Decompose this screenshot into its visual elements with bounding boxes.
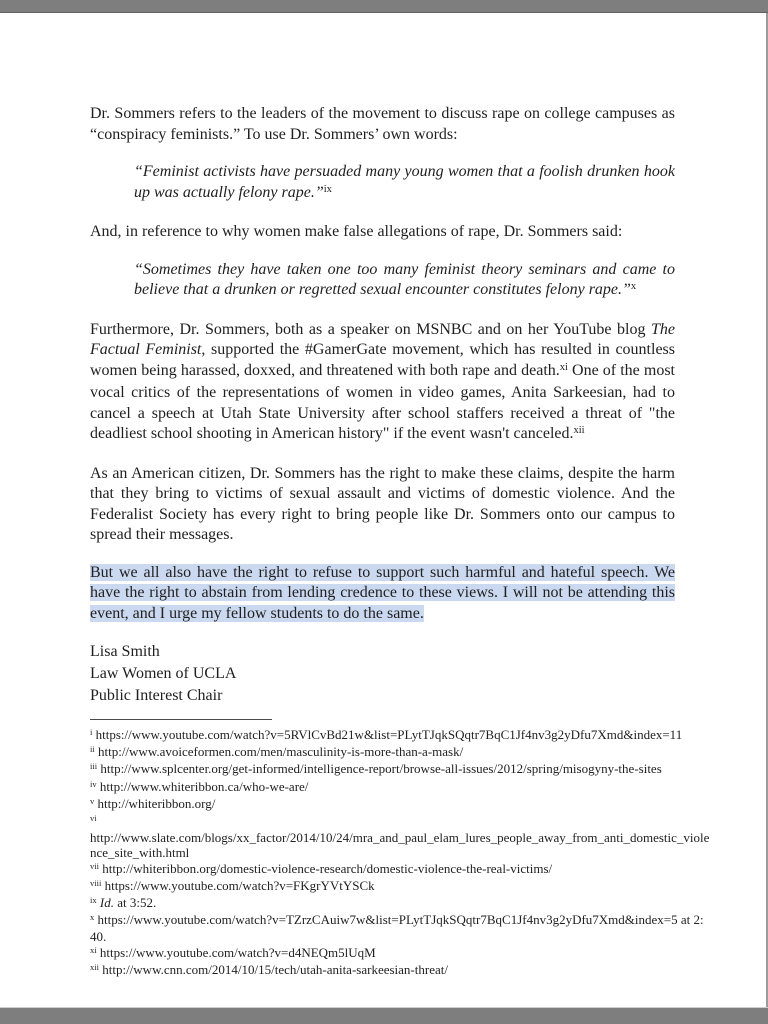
- footnote-url: http://www.whiteribbon.ca/who-we-are/: [99, 778, 309, 794]
- footnote-ix: [90, 895, 710, 912]
- document-page: [0, 13, 768, 1007]
- footnote-url: http://www.avoiceformen.com/men/masculinity-is-more-than-a-mask/: [97, 744, 464, 760]
- footnote-xi: [90, 945, 710, 962]
- footnote-url: http://www.splcenter.org/get-informed/intelligence-report/browse-all-issues/2012/spring/misogyny-the-sites: [100, 761, 662, 777]
- footnote-marker: ix: [90, 895, 97, 906]
- signature-block: [90, 641, 675, 707]
- footnote-url: https://www.youtube.com/watch?v=5RVlCvBd21w&list=PLytTJqkSQqtr7BqC1Jf4nv3g2yDfu7Xmd&index=11: [95, 727, 683, 742]
- footnote-vii: [90, 861, 710, 878]
- footnote-id-citation: Id.: [99, 895, 114, 911]
- paragraph-gamergate: Furthermore, Dr. Sommers, both as a speaker on MSNBC and on her YouTube blog The Factual Feminist, supported the #GamerGate movement, which has resulted in countless women being harassed, doxxed, and threatened with both rape and death.$^{xi}$ One of the most vocal critics of the representations of women in video games, Anita Sarkeesian, had to cancel a speech at Utah State University after school staffers received a threat of "the deadliest school shooting in American history" if the event wasn't canceled.$^{xii}$: [90, 320, 675, 442]
- footnote-url: https://www.youtube.com/watch?v=d4NEQm5lUqM: [99, 944, 376, 960]
- footnote-ref-xii: xii: [573, 425, 585, 436]
- footnote-v: [90, 796, 710, 813]
- footnotes-section: [90, 727, 710, 979]
- footnote-url: http://whiteribbon.org/domestic-violence-research/domestic-violence-the-real-victims/: [102, 860, 553, 876]
- footnote-marker: x: [90, 912, 95, 923]
- footnote-text: at 3:52.: [113, 895, 157, 911]
- footnote-viii: [90, 878, 710, 895]
- footnote-marker: xi: [90, 944, 97, 955]
- quote-text: “Feminist activists have persuaded many young women that a foolish drunken hook up was actually felony rape.”: [134, 163, 675, 201]
- footnote-url: https://www.youtube.com/watch?v=TZrzCAuiw7w&list=PLytTJqkSQqtr7BqC1Jf4nv3g2yDfu7Xmd&index=5 at 2:40.: [90, 912, 704, 945]
- footnote-marker: xii: [90, 961, 99, 972]
- paragraph-intro: Dr. Sommers refers to the leaders of the movement to discuss rape on college campuses as “conspiracy feminists.” To use Dr. Sommers’ own words:: [90, 105, 675, 143]
- blockquote-feminist-activists: [134, 162, 675, 205]
- viewer-bottom-margin-bar: [0, 1007, 768, 1024]
- page-content: [0, 13, 766, 979]
- footnote-ref-x: x: [630, 281, 637, 292]
- footnote-marker: i: [90, 727, 93, 737]
- footnote-marker: iii: [90, 761, 98, 772]
- footnote-url: http://www.cnn.com/2014/10/15/tech/utah-anita-sarkeesian-threat/: [102, 961, 448, 977]
- footnote-marker: viii: [90, 877, 102, 888]
- paragraph-false-allegations: And, in reference to why women make false allegations of rape, Dr. Sommers said:: [90, 223, 623, 240]
- highlighted-paragraph: [90, 563, 675, 625]
- signature-name: Lisa Smith: [90, 643, 160, 660]
- viewer-top-margin-bar: [0, 0, 768, 13]
- footnote-url: https://www.youtube.com/watch?v=FKgrYVtYSCk: [104, 877, 375, 893]
- footnote-i: [90, 727, 710, 744]
- footnote-iv: [90, 779, 710, 796]
- footnote-marker: ii: [90, 744, 95, 755]
- footnote-marker: vi: [90, 813, 97, 824]
- footnote-marker: v: [90, 795, 95, 806]
- paragraph-american-citizen: As an American citizen, Dr. Sommers has the right to make these claims, despite the harm that they bring to victims of sexual assault and victims of domestic violence. And the Federalist Society has every right to bring people like Dr. Sommers onto our campus to spread their messages.: [90, 464, 675, 543]
- footnote-marker: iv: [90, 778, 97, 789]
- highlighted-text: But we all also have the right to refuse to support such harmful and hateful speech. We have the right to abstain from lending credence to these views. I will not be attending this event, and I urge my fellow students to do the same.: [90, 563, 675, 622]
- footnote-marker: vii: [90, 860, 99, 871]
- signature-org: Law Women of UCLA: [90, 665, 237, 682]
- footnote-ref-xi: xi: [559, 361, 568, 373]
- footnote-url: http://whiteribbon.org/: [97, 795, 216, 811]
- italic-title-the-factual-feminist: The Factual Feminist: [90, 320, 675, 358]
- footnote-url: http://www.slate.com/blogs/xx_factor/2014/10/24/mra_and_paul_elam_lures_people_away_from_anti_domestic_violence_site_with.html: [90, 830, 710, 861]
- footnote-iii: [90, 761, 710, 778]
- footnote-ii: [90, 744, 710, 761]
- signature-title: Public Interest Chair: [90, 687, 223, 704]
- blockquote-feminist-theory: [134, 260, 675, 303]
- footnote-ref-ix: ix: [323, 183, 332, 195]
- footnote-separator: [90, 719, 272, 720]
- footnote-xii: [90, 962, 710, 979]
- footnote-x: [90, 912, 710, 944]
- quote-text: “Sometimes they have taken one too many feminist theory seminars and came to believe that a drunken or regretted sexual encounter constitutes felony rape.”: [134, 260, 675, 298]
- footnote-vi: [90, 813, 710, 861]
